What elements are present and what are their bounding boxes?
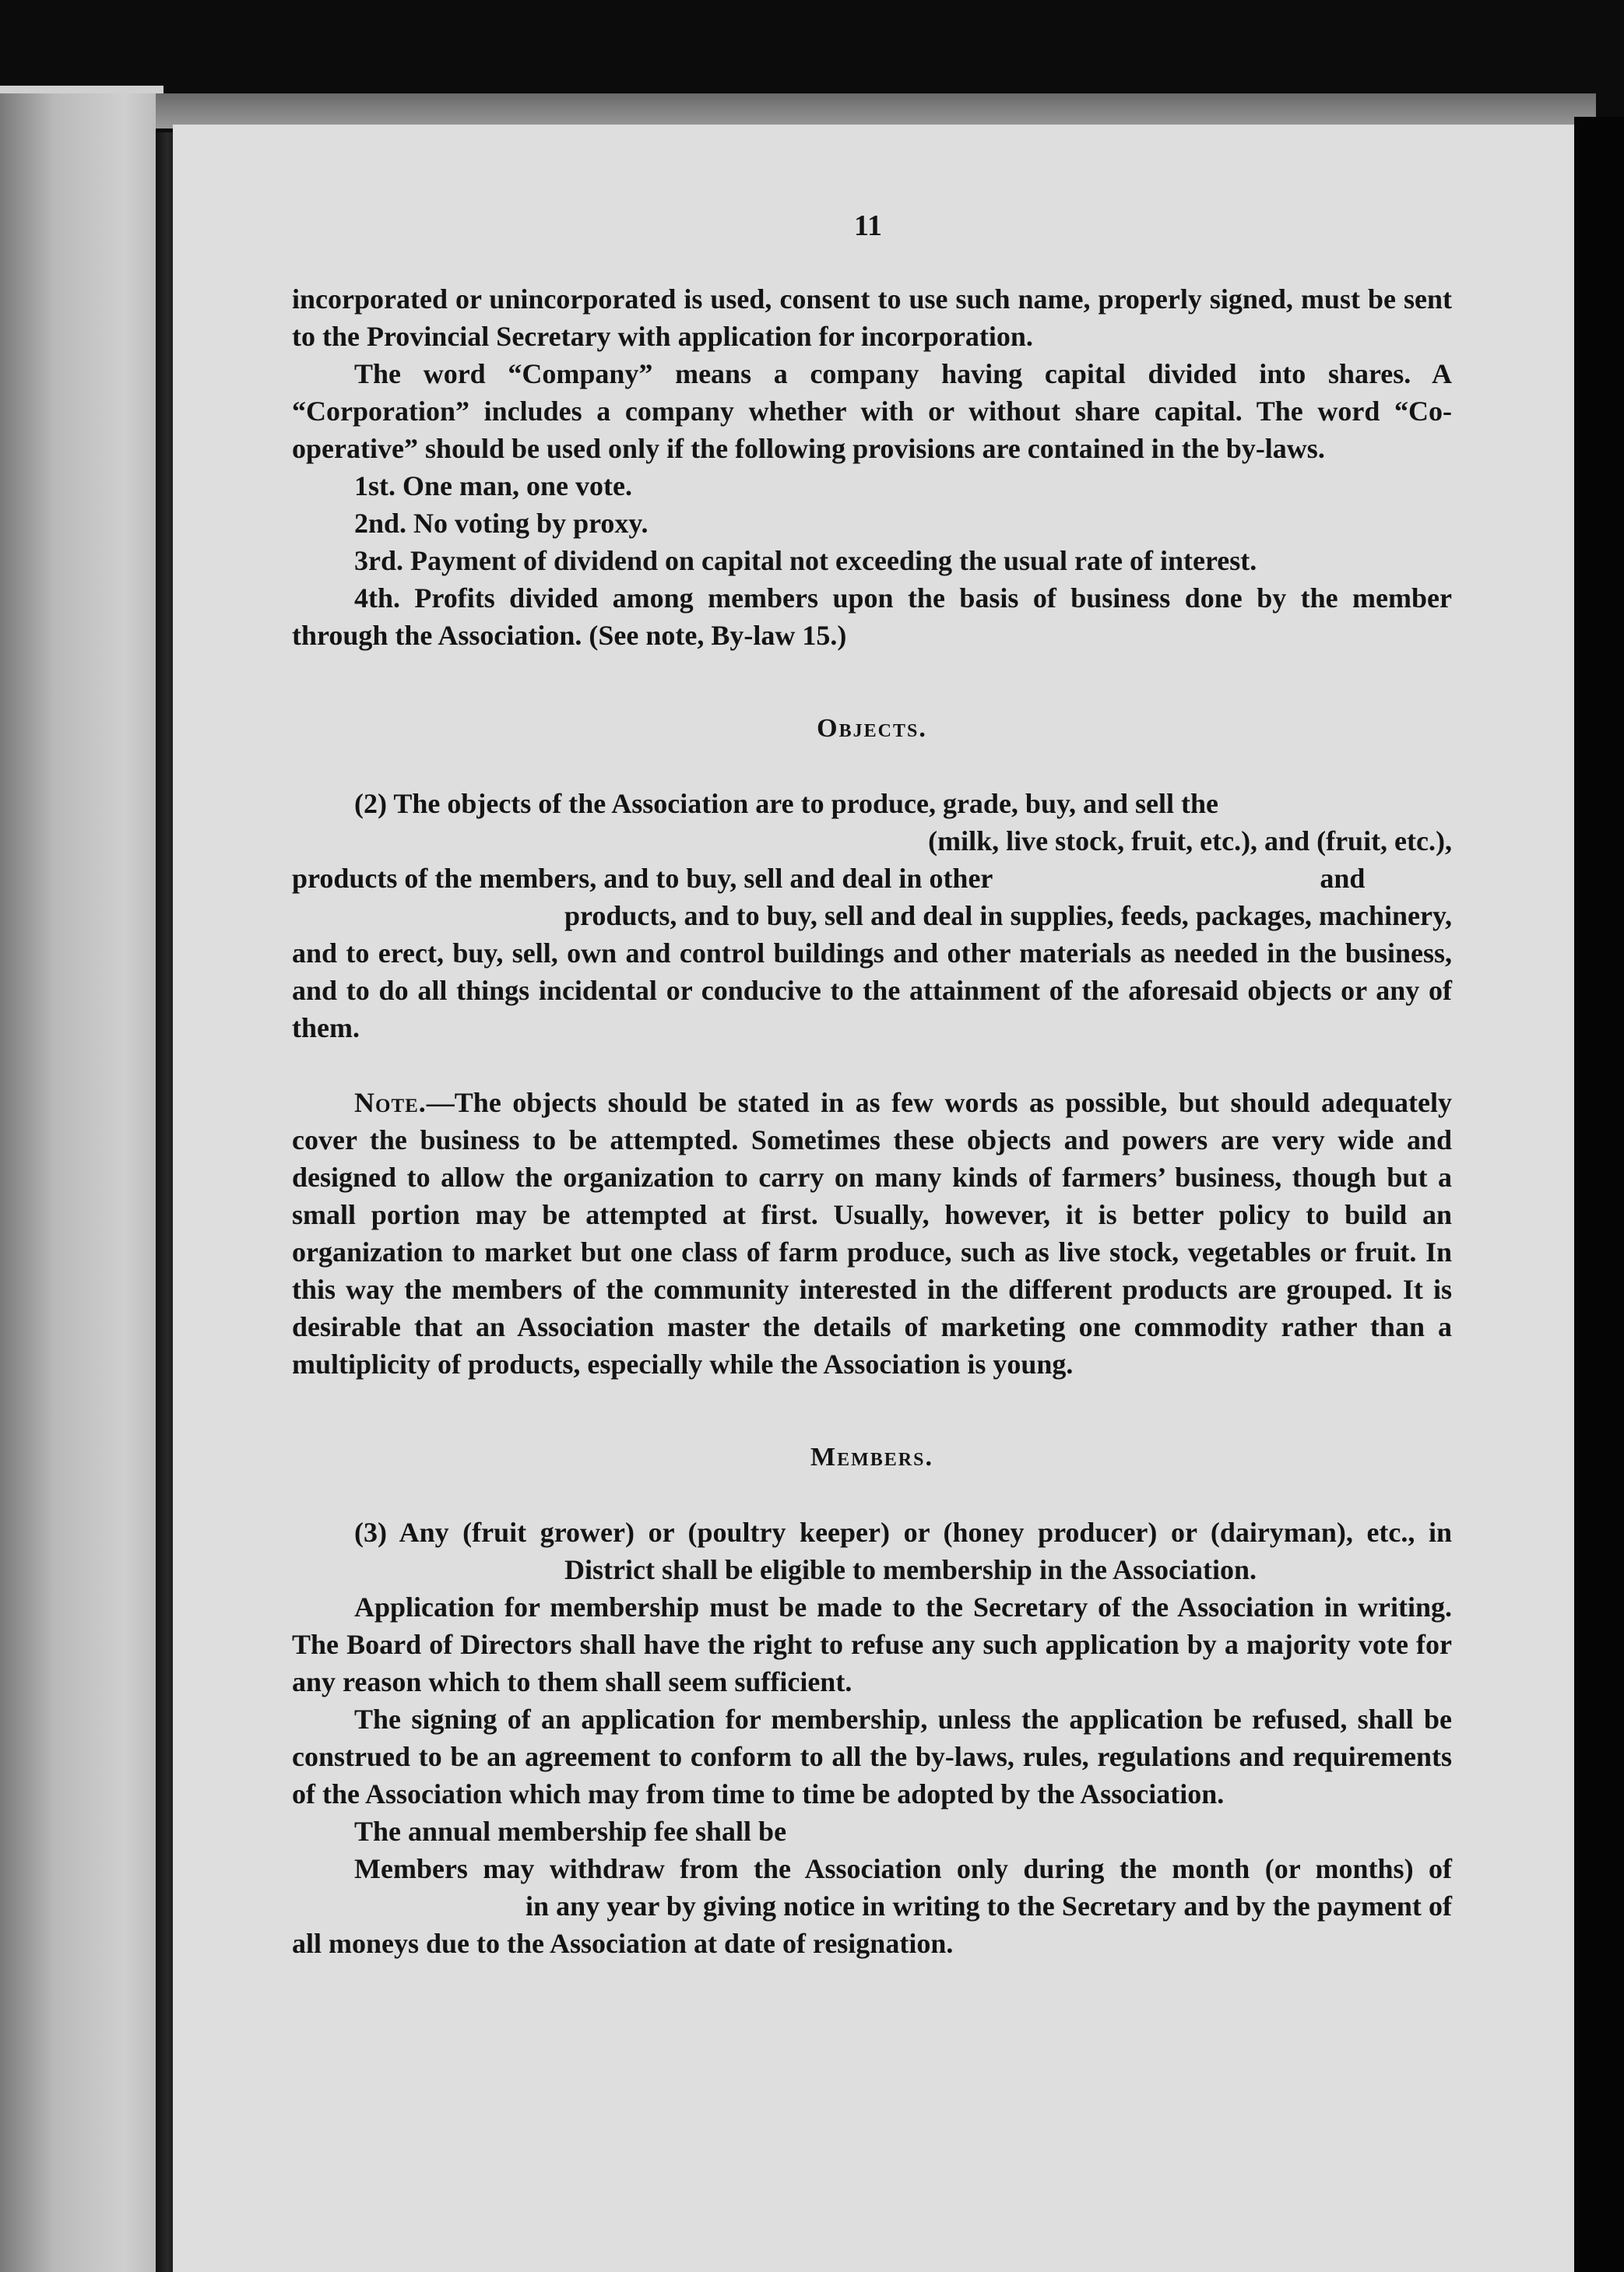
- provision-1: 1st. One man, one vote.: [354, 470, 632, 501]
- members-p1-b: District shall be eligible to membership in the Association.: [564, 1554, 1257, 1585]
- members-heading: Members.: [810, 1443, 933, 1472]
- note-label: Note.: [354, 1087, 427, 1118]
- members-paragraph-4: [292, 1813, 1452, 1850]
- objects-heading: Objects.: [817, 714, 927, 743]
- objects-line-3-text: products of the members, and to buy, sell and deal in other: [292, 863, 993, 894]
- intro-paragraph-1: incorporated or unincorporated is used, consent to use such name, properly signed, must be sent to the Provincial Secretary with application for incorporation.: [292, 283, 1452, 352]
- provision-2: 2nd. No voting by proxy.: [354, 508, 649, 539]
- provision-4: 4th. Profits divided among members upon the basis of business done by the member through the Association. (See note, By-law 15.): [292, 582, 1452, 651]
- members-paragraph-2: Application for membership must be made to the Secretary of the Association in writing. The Board of Directors shall have the right to refuse any such application by a majority vote for any reason which to them shall seem sufficient.: [292, 1591, 1452, 1697]
- members-p4-text: The annual membership fee shall be: [354, 1816, 787, 1847]
- left-page-edge: [0, 93, 156, 2272]
- intro-paragraph-2: The word “Company” means a company having capital divided into shares. A “Corporation” includes a company whether with or without share capital. The word “Co-operative” should be used only if the following provisions are contained in the by-laws.: [292, 358, 1452, 464]
- right-background: [1574, 117, 1624, 2272]
- objects-line-2-text: (milk, live stock, fruit, etc.), and (fruit, etc.),: [928, 825, 1452, 856]
- members-p1-a: (3) Any (fruit grower) or (poultry keeper) or (honey producer) or (dairyman), etc., in: [354, 1517, 1452, 1548]
- members-paragraph-3: The signing of an application for membership, unless the application be refused, shall be construed to be an agreement to conform to all the by-laws, rules, regulations and requirements of the Association which may from time to time be adopted by the Association.: [292, 1704, 1452, 1810]
- objects-line-3-and: and: [1320, 863, 1366, 894]
- objects-line-4-text: products, and to buy, sell and deal in supplies, feeds, packages, machinery, and to erect, buy, sell, own and control buildings and other materials as needed in the business, and to do all things incidental or conducive to the attainment of the aforesaid objects or any of them.: [292, 900, 1452, 1043]
- members-p5-b: in any year by giving notice in writing to the Secretary and by the payment of all moneys due to the Association at date of resignation.: [292, 1890, 1452, 1959]
- objects-line-4: [292, 897, 1452, 1046]
- page-text: [292, 280, 1452, 1962]
- objects-line-3: [292, 860, 1452, 897]
- note-text: —The objects should be stated in as few words as possible, but should adequately cover the business to be attempted. Sometimes these objects and powers are very wide and designed to allow the organization to carry on many kinds of farmers’ business, though but a small portion may be attempted at first. Usually, however, it is better policy to build an organization to market but one class of farm produce, such as live stock, vegetables or fruit. In this way the members of the community interested in the different products are grouped. It is desirable that an Association master the details of marketing one commodity rather than a multiplicity of products, especially while the Association is young.: [292, 1087, 1452, 1380]
- page-number: 11: [854, 209, 882, 242]
- provision-3: 3rd. Payment of dividend on capital not exceeding the usual rate of interest.: [354, 545, 1257, 576]
- book-top-edge: [156, 93, 1596, 128]
- members-paragraph-5: [292, 1850, 1452, 1962]
- members-paragraph-1: [292, 1514, 1452, 1588]
- objects-line-2: [292, 822, 1452, 860]
- members-p5-a: Members may withdraw from the Association only during the month (or months) of: [354, 1853, 1452, 1884]
- objects-line-1: (2) The objects of the Association are to produce, grade, buy, and sell the: [354, 788, 1219, 819]
- objects-note: [292, 1084, 1452, 1383]
